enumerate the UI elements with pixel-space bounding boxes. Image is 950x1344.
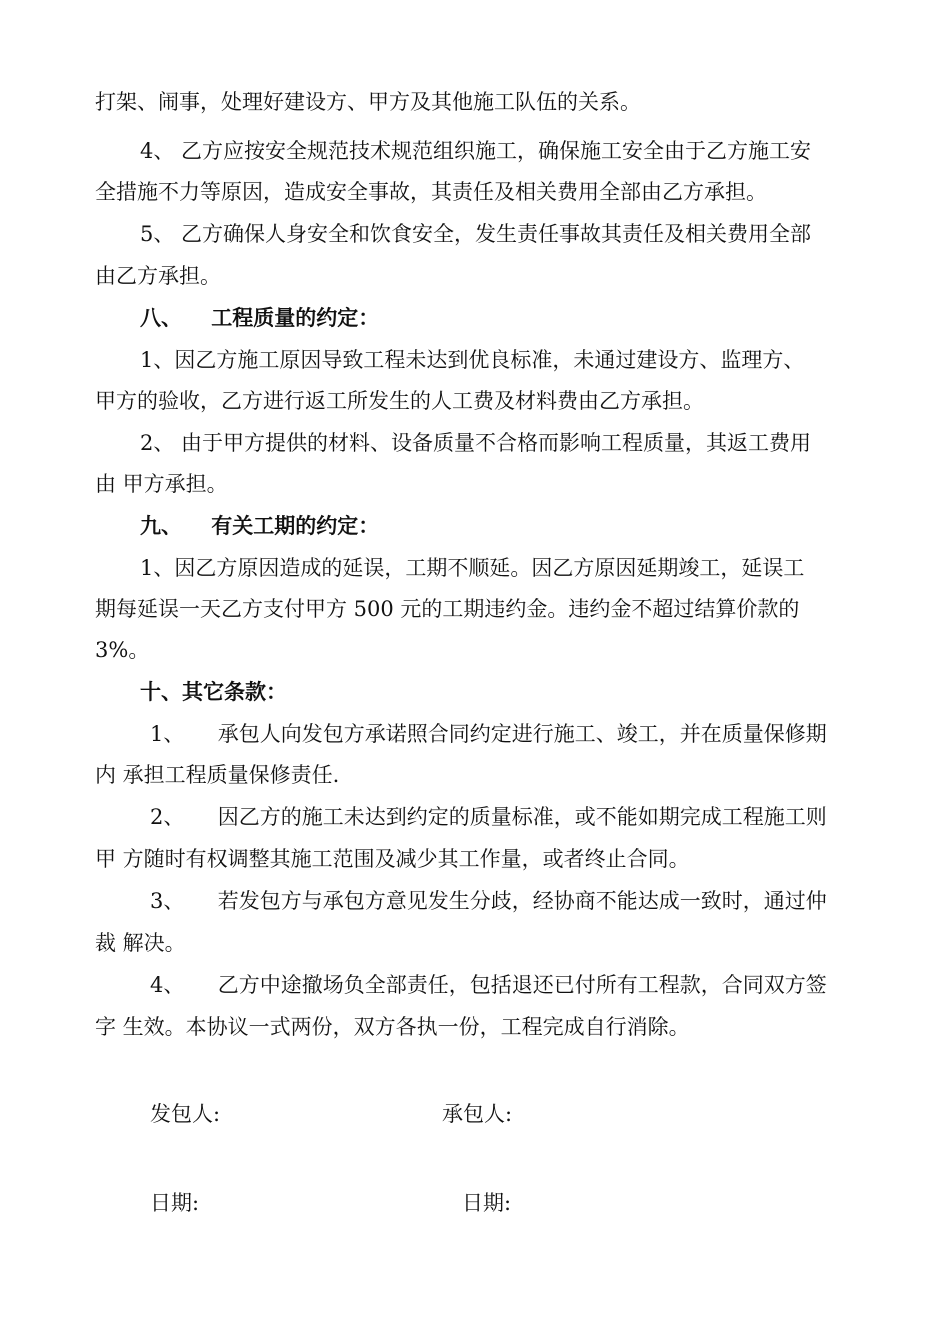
text-line: 甲方的验收，乙方进行返工所发生的人工费及材料费由乙方承担。 [95,389,704,413]
text-line: 4、 乙方中途撤场负全部责任，包括退还已付所有工程款，合同双方签 [150,973,827,997]
employer-date-label: 日期: [150,1191,200,1215]
employer-label: 发包人: [150,1102,221,1126]
text-line: 裁 解决。 [95,931,186,955]
text-line: 4、 乙方应按安全规范技术规范组织施工，确保施工安全由于乙方施工安 [140,139,812,163]
text-line: 甲 方随时有权调整其施工范围及减少其工作量，或者终止合同。 [95,847,690,871]
contractor-date-label: 日期: [462,1191,512,1215]
text-line: 打架、闹事，处理好建设方、甲方及其他施工队伍的关系。 [95,90,641,114]
text-line: 3、 若发包方与承包方意见发生分歧，经协商不能达成一致时，通过仲 [150,889,827,913]
text-line: 字 生效。本协议一式两份，双方各执一份，工程完成自行消除。 [95,1015,690,1039]
text-line: 2、 因乙方的施工未达到约定的质量标准，或不能如期完成工程施工则 [150,805,827,829]
text-line: 1、因乙方原因造成的延误，工期不顺延。因乙方原因延期竣工，延误工 [140,556,805,580]
text-line: 由 甲方承担。 [95,472,228,496]
text-line: 2、 由于甲方提供的材料、设备质量不合格而影响工程质量，其返工费用 [140,431,812,455]
section-heading-nine: 九、 有关工期的约定： [140,513,380,538]
contractor-label: 承包人: [442,1102,513,1126]
text-line: 内 承担工程质量保修责任. [95,763,340,787]
text-line: 全措施不力等原因，造成安全事故，其责任及相关费用全部由乙方承担。 [95,180,767,204]
text-line: 1、 承包人向发包方承诺照合同约定进行施工、竣工，并在质量保修期 [150,722,827,746]
text-line: 1、因乙方施工原因导致工程未达到优良标准，未通过建设方、监理方、 [140,348,805,372]
section-heading-eight: 八、 工程质量的约定： [140,305,380,330]
text-line: 3%。 [95,638,150,662]
text-line: 5、 乙方确保人身安全和饮食安全，发生责任事故其责任及相关费用全部 [140,222,812,246]
text-line: 期每延误一天乙方支付甲方 500 元的工期违约金。违约金不超过结算价款的 [95,597,800,621]
section-heading-ten: 十、其它条款： [140,679,287,704]
text-line: 由乙方承担。 [95,264,221,288]
